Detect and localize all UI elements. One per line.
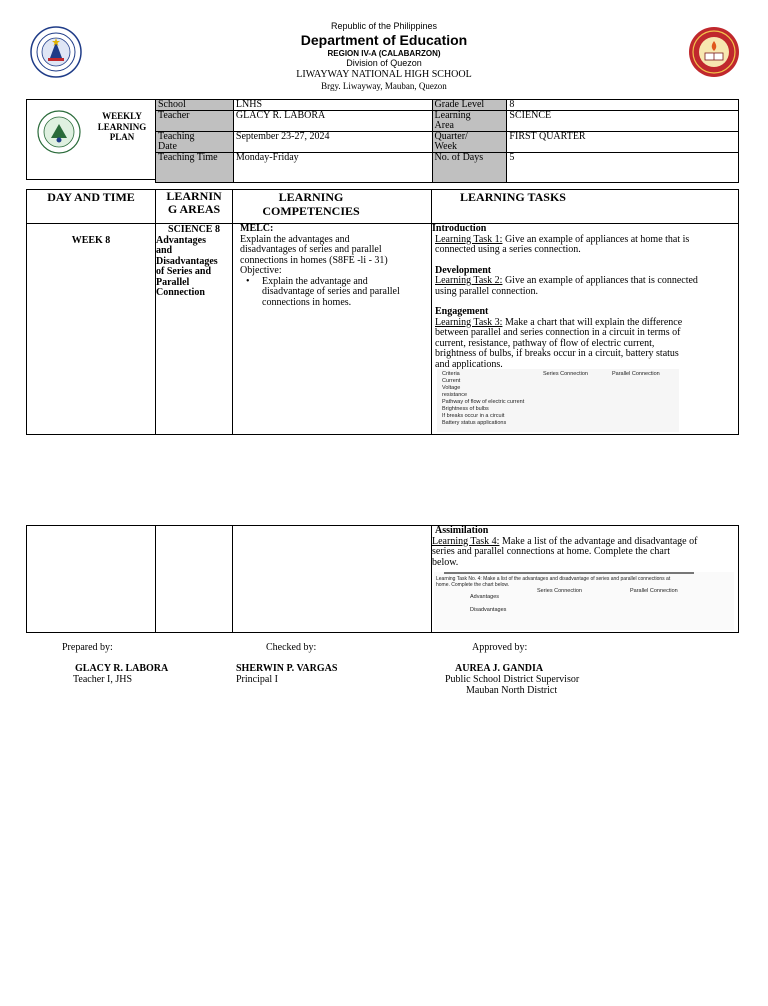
plan-title-line: PLAN	[109, 132, 135, 142]
school-logo-small	[37, 110, 81, 154]
prepared-label: Prepared by:	[62, 642, 113, 653]
teacher-value: GLACY R. LABORA	[233, 111, 432, 132]
development-heading: Development	[435, 264, 492, 276]
days-label: No. of Days	[432, 153, 507, 183]
approved-district: Mauban North District	[466, 685, 558, 696]
col-header-competencies: LEARNING COMPETENCIES	[262, 190, 360, 218]
competency-cell: MELC: Explain the advantages and disadvantages of series and parallel connections in homes (S8FE -li - 31) Objective: • Explain the advantage and disadvantage of series and parallel connections in homes.	[240, 223, 400, 308]
assimilation-cell: Assimilation Learning Task 4: Make a list of the advantage and disadvantage of series and parallel connections at home. Complete the chart below.	[432, 526, 739, 568]
checked-title: Principal I	[236, 674, 278, 685]
plan-title-line: LEARNING	[97, 121, 147, 132]
quarter-label: Quarter/ Week	[432, 132, 507, 153]
checked-name: SHERWIN P. VARGAS	[236, 663, 338, 674]
intro-heading: Introduction	[432, 223, 487, 234]
school-value: LNHS	[233, 100, 432, 111]
school-label: School	[156, 100, 234, 111]
assimilation-heading: Assimilation	[435, 525, 489, 536]
engagement-heading: Engagement	[435, 306, 489, 317]
quarter-value: FIRST QUARTER	[507, 132, 739, 153]
prepared-title: Teacher I, JHS	[73, 674, 132, 685]
learning-area-label: Learning Area	[432, 111, 507, 132]
header-department: Department of Education	[300, 32, 468, 48]
info-table	[155, 99, 739, 183]
comparison-chart-image: Criteria Series Connection Parallel Connection Current Voltage resistance Pathway of flow of electric current Brightness of bulbs If breaks occur in a circuit Battery status applications	[437, 369, 679, 432]
header-address: Brgy. Liwayway, Mauban, Quezon	[321, 81, 447, 91]
teacher-label: Teacher	[156, 111, 234, 132]
col-header-tasks: LEARNING TASKS	[460, 190, 566, 204]
col-header-day-time: DAY AND TIME	[47, 190, 135, 204]
col-header-areas: LEARNIN G AREAS	[166, 189, 222, 216]
header-division: Division of Quezon	[346, 58, 422, 68]
header-school: LIWAYWAY NATIONAL HIGH SCHOOL	[296, 69, 472, 80]
tasks-cell: Introduction Learning Task 1: Give an example of appliances at home that is connected using a series connection. Development Learning Task 2: Give an example of appliances that is connected using parallel connection. Engagement Learning Task 3: Make a chart that will explain the difference between parallel and series connection in a circuit in terms of current, resistance, pathway of flow of electric current, brightness of bulbs, if breaks occur in a circuit, battery status and applications.	[432, 224, 738, 370]
learning-area-value: SCIENCE	[507, 111, 739, 132]
teaching-time-label: Teaching Time	[156, 153, 234, 183]
approved-name: AUREA J. GANDIA	[455, 663, 544, 674]
subject-cell: SCIENCE 8 Advantages and Disadvantages of Series and Parallel Connection	[156, 224, 220, 298]
approved-label: Approved by:	[472, 642, 528, 653]
advantages-chart-image: Learning Task No. 4: Make a list of the advantages and disadvantage of series and parallel connections at home. Complete the chart below. Series Connection Parallel Connection Advantages Disadvantages	[434, 572, 734, 630]
grade-label: Grade Level	[432, 100, 507, 111]
prepared-name: GLACY R. LABORA	[75, 663, 169, 674]
header-republic: Republic of the Philippines	[330, 21, 438, 31]
checked-label: Checked by:	[266, 642, 317, 653]
grade-value: 8	[507, 100, 739, 111]
approved-title: Public School District Supervisor	[445, 674, 580, 685]
week-label: WEEK 8	[71, 235, 111, 246]
plan-title-line: WEEKLY	[102, 111, 142, 121]
teaching-date-label: Teaching Date	[156, 132, 234, 153]
days-value: 5	[507, 153, 739, 183]
teaching-date-value: September 23-27, 2024	[233, 132, 432, 153]
header-region: REGION IV-A (CALABARZON)	[327, 49, 441, 58]
teaching-time-value: Monday-Friday	[233, 153, 432, 183]
plan-title-cell	[26, 99, 156, 180]
